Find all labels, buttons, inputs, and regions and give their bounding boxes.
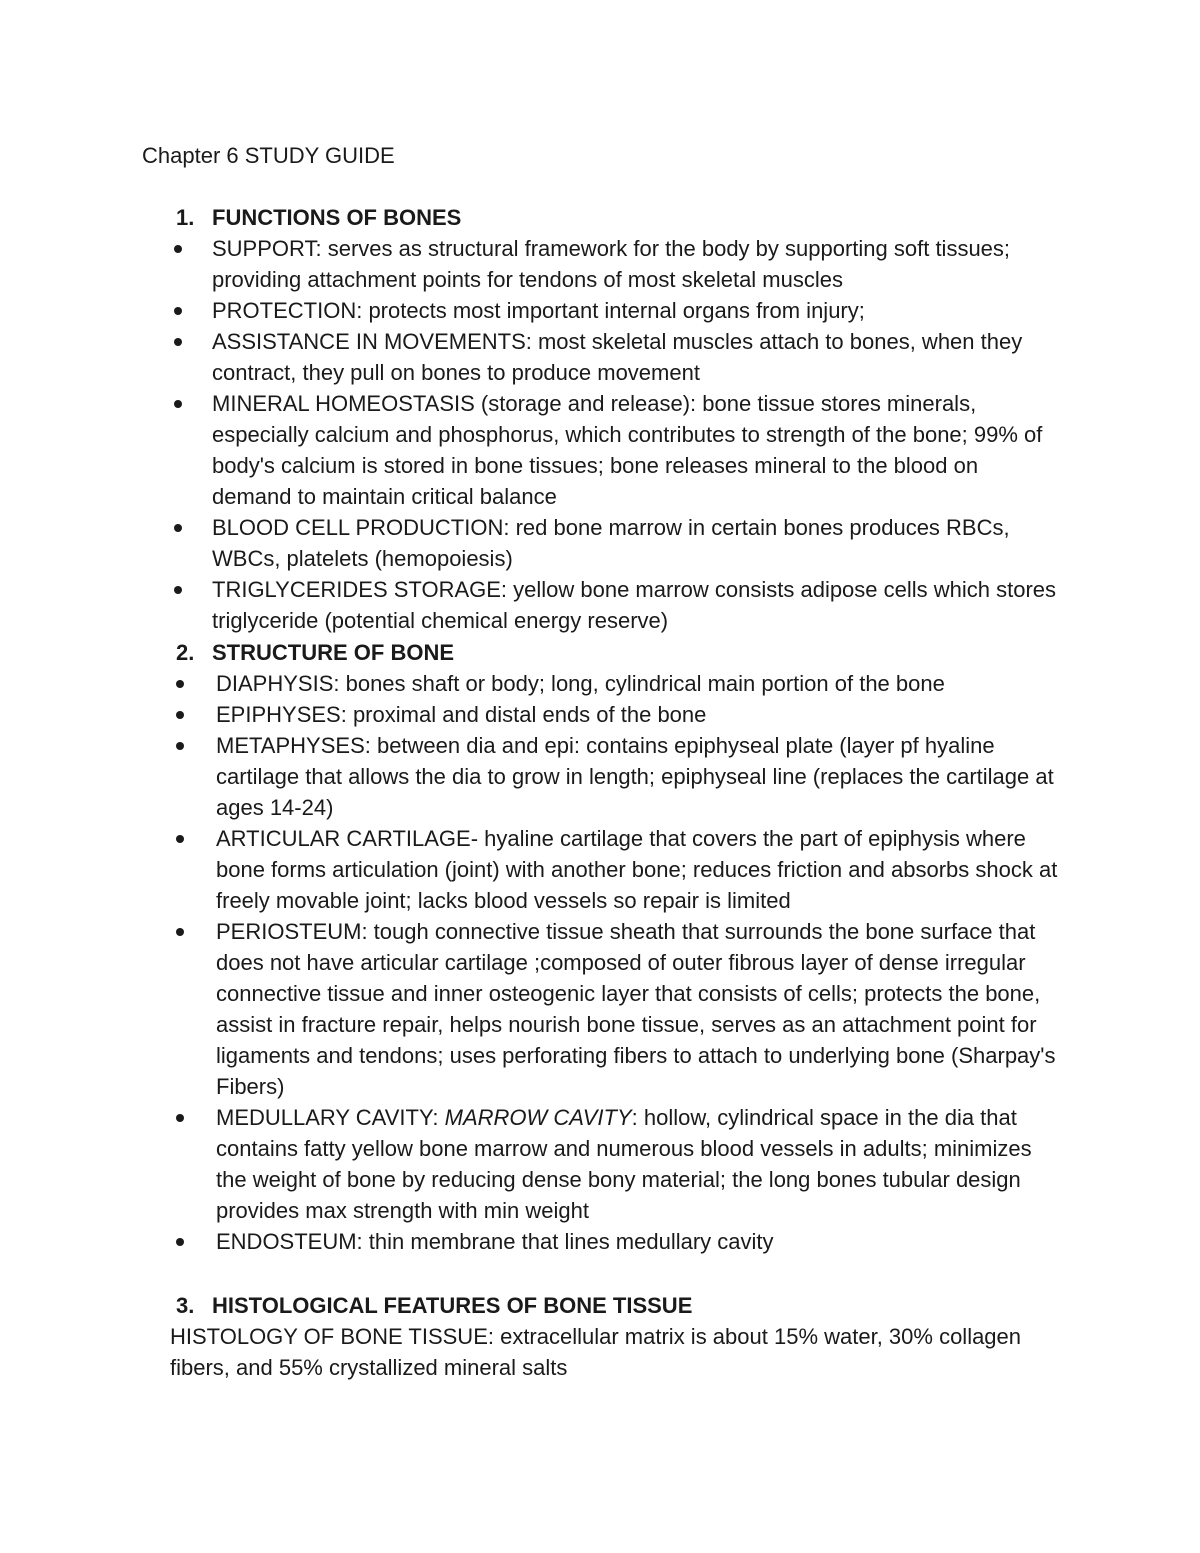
functions-list xyxy=(212,233,1062,636)
bullet-icon xyxy=(174,524,182,532)
section-number: 2. xyxy=(176,640,195,665)
bullet-icon xyxy=(174,338,182,346)
bullet-icon xyxy=(176,928,184,936)
list-item-text: ARTICULAR CARTILAGE- hyaline cartilage that covers the part of epiphysis where bone forms articulation (joint) with another bone; reduces friction and absorbs shock at freely movable joint; lacks blood vessels so repair is limited xyxy=(216,826,1058,913)
list-item xyxy=(216,699,1066,730)
list-item xyxy=(212,326,1062,388)
list-item xyxy=(216,668,1066,699)
list-item-text: TRIGLYCERIDES STORAGE: yellow bone marrow consists adipose cells which stores triglyceride (potential chemical energy reserve) xyxy=(212,577,1057,633)
list-item-text: ENDOSTEUM: thin membrane that lines medullary cavity xyxy=(216,1229,774,1254)
medullary-prefix: MEDULLARY CAVITY: xyxy=(216,1105,445,1130)
list-item xyxy=(216,1226,1066,1257)
list-item xyxy=(216,823,1066,916)
list-item xyxy=(212,512,1062,574)
list-item xyxy=(212,574,1062,636)
document-title: Chapter 6 STUDY GUIDE xyxy=(142,143,395,168)
list-item-text: PERIOSTEUM: tough connective tissue sheath that surrounds the bone surface that does not have articular cartilage ;composed of outer fibrous layer of dense irregular connective tissue and inner osteogenic layer that consists of cells; protects the bone, assist in fracture repair, helps nourish bone tissue, serves as an attachment point for ligaments and tendons; uses perforating fibers to attach to underlying bone (Sharpay's Fibers) xyxy=(216,919,1056,1099)
list-item-text: ASSISTANCE IN MOVEMENTS: most skeletal muscles attach to bones, when they contract, they pull on bones to produce movement xyxy=(212,329,1023,385)
bullet-icon xyxy=(176,1114,184,1122)
list-item xyxy=(212,295,1062,326)
bullet-icon xyxy=(176,711,184,719)
section-number: 1. xyxy=(176,205,195,230)
list-item xyxy=(212,388,1062,512)
list-item-text: EPIPHYSES: proximal and distal ends of the bone xyxy=(216,702,707,727)
bullet-icon xyxy=(174,400,182,408)
section-heading-text: STRUCTURE OF BONE xyxy=(212,640,454,665)
bullet-icon xyxy=(174,307,182,315)
section-heading-text: FUNCTIONS OF BONES xyxy=(212,205,462,230)
section-number: 3. xyxy=(176,1293,195,1318)
bullet-icon xyxy=(176,742,184,750)
list-item-text: METAPHYSES: between dia and epi: contains epiphyseal plate (layer pf hyaline cartilage that allows the dia to grow in length; epiphyseal line (replaces the cartilage at ages 14-24) xyxy=(216,733,1054,820)
medullary-rest: : hollow, cylindrical space in the dia that contains fatty yellow bone marrow and numerous blood vessels in adults; minimizes the weight of bone by reducing dense bony material; the long bones tubular design provides max strength with min weight xyxy=(216,1105,1032,1223)
list-item-text: PROTECTION: protects most important internal organs from injury; xyxy=(212,298,865,323)
section-heading-structure xyxy=(176,637,454,668)
medullary-italic: MARROW CAVITY xyxy=(444,1105,632,1130)
bullet-icon xyxy=(174,586,182,594)
histology-paragraph: HISTOLOGY OF BONE TISSUE: extracellular matrix is about 15% water, 30% collagen fibers, and 55% crystallized mineral salts xyxy=(170,1324,1022,1380)
bullet-icon xyxy=(176,680,184,688)
section-heading-functions xyxy=(176,202,461,233)
list-item-text: SUPPORT: serves as structural framework for the body by supporting soft tissues; providing attachment points for tendons of most skeletal muscles xyxy=(212,236,1011,292)
structure-list xyxy=(216,668,1066,1257)
list-item xyxy=(216,730,1066,823)
list-item-text: DIAPHYSIS: bones shaft or body; long, cylindrical main portion of the bone xyxy=(216,671,945,696)
section-heading-text: HISTOLOGICAL FEATURES OF BONE TISSUE xyxy=(212,1293,693,1318)
list-item-text: BLOOD CELL PRODUCTION: red bone marrow in certain bones produces RBCs, WBCs, platelets (hemopoiesis) xyxy=(212,515,1010,571)
bullet-icon xyxy=(176,835,184,843)
list-item xyxy=(216,916,1066,1102)
list-item xyxy=(216,1102,1066,1226)
bullet-icon xyxy=(176,1238,184,1246)
list-item xyxy=(212,233,1062,295)
section-heading-histology xyxy=(176,1290,692,1321)
bullet-icon xyxy=(174,245,182,253)
list-item-text: MINERAL HOMEOSTASIS (storage and release): bone tissue stores minerals, especially calcium and phosphorus, which contributes to strength of the bone; 99% of body's calcium is stored in bone tissues; bone releases mineral to the blood on demand to maintain critical balance xyxy=(212,391,1043,509)
